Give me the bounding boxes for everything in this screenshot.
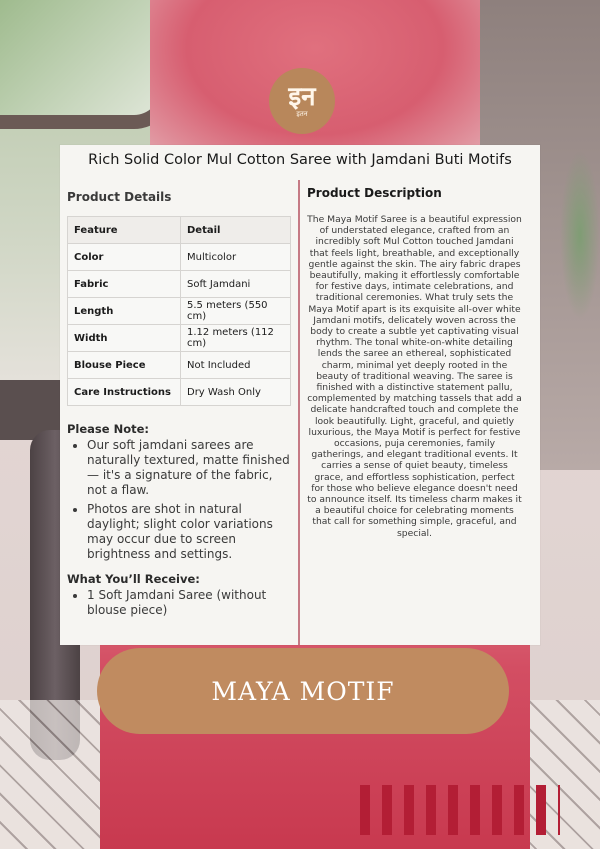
table-header-detail: Detail [181,217,291,244]
table-row [68,271,291,298]
table-row [68,298,291,325]
table-row [68,379,291,406]
brand-logo-mark: इन [288,82,316,112]
product-name: MAYA MOTIF [211,676,395,706]
brand-logo-name: इतन [296,110,308,118]
note-list [67,438,295,562]
feature-cell: Width [68,325,181,352]
detail-cell: Multicolor [181,244,291,271]
list-item: • 1 Soft Jamdani Saree (without blouse piece) [87,588,295,618]
right-column [307,186,522,539]
table-header-row [68,217,291,244]
detail-cell: 1.12 meters (112 cm) [181,325,291,352]
details-heading: Product Details [67,190,172,204]
detail-cell: 5.5 meters (550 cm) [181,298,291,325]
left-column [67,190,295,622]
description-heading: Product Description [307,186,442,200]
saree-tassels [360,785,560,835]
receive-list [67,588,295,618]
list-item: • Photos are shot in natural daylight; slight color variations may occur due to screen brightness and settings. [87,502,295,562]
background-mirror [0,0,174,129]
receive-heading: What You’ll Receive: [67,572,200,586]
note-heading: Please Note: [67,422,149,436]
description-text: The Maya Motif Saree is a beautiful expression of understated elegance, crafted from an incredibly soft Mul Cotton touched Jamdani that feels light, breathable, and exceptionally gentle against the skin. The airy fabric drapes beautifully, making it effortlessly comfortable for festive days, intimate celebrations, and traditional ceremonies. What truly sets the Maya Motif apart is its exquisite all-over white Jamdani motifs, delicately woven across the body to create a subtle yet captivating visual rhythm. The tonal white-on-white detailing lends the saree an ethereal, sophisticated charm, minimal yet deeply rooted in the beauty of traditional weaving. The saree is finished with a distinctive statement pallu, complemented by matching tassels that add a delicate handcrafted touch and complete the look beautifully. Light, graceful, and quietly luxurious, the Maya Motif is perfect for festive occasions, puja ceremonies, family gatherings, and elegant traditional events. It carries a sense of quiet beauty, timeless grace, and effortless sophistication, perfect for those who believe elegance doesn't need to announce itself. Its timeless charm makes it a beautiful choice for celebrating moments that call for something simple, graceful, and special. [307,214,522,539]
table-row [68,244,291,271]
feature-cell: Care Instructions [68,379,181,406]
detail-cell: Not Included [181,352,291,379]
table-row [68,352,291,379]
page-title: Rich Solid Color Mul Cotton Saree with Jamdani Buti Motifs [88,152,512,168]
feature-cell: Length [68,298,181,325]
detail-cell: Dry Wash Only [181,379,291,406]
feature-cell: Blouse Piece [68,352,181,379]
product-name-banner [97,648,509,734]
brand-logo [269,68,335,134]
feature-cell: Fabric [68,271,181,298]
column-divider [298,180,300,645]
feature-cell: Color [68,244,181,271]
details-table [67,216,291,406]
table-header-feature: Feature [68,217,181,244]
background-plant [560,150,600,320]
detail-cell: Soft Jamdani [181,271,291,298]
table-row [68,325,291,352]
list-item: • Our soft jamdani sarees are naturally textured, matte finished — it's a signature of the fabric, not a flaw. [87,438,295,498]
